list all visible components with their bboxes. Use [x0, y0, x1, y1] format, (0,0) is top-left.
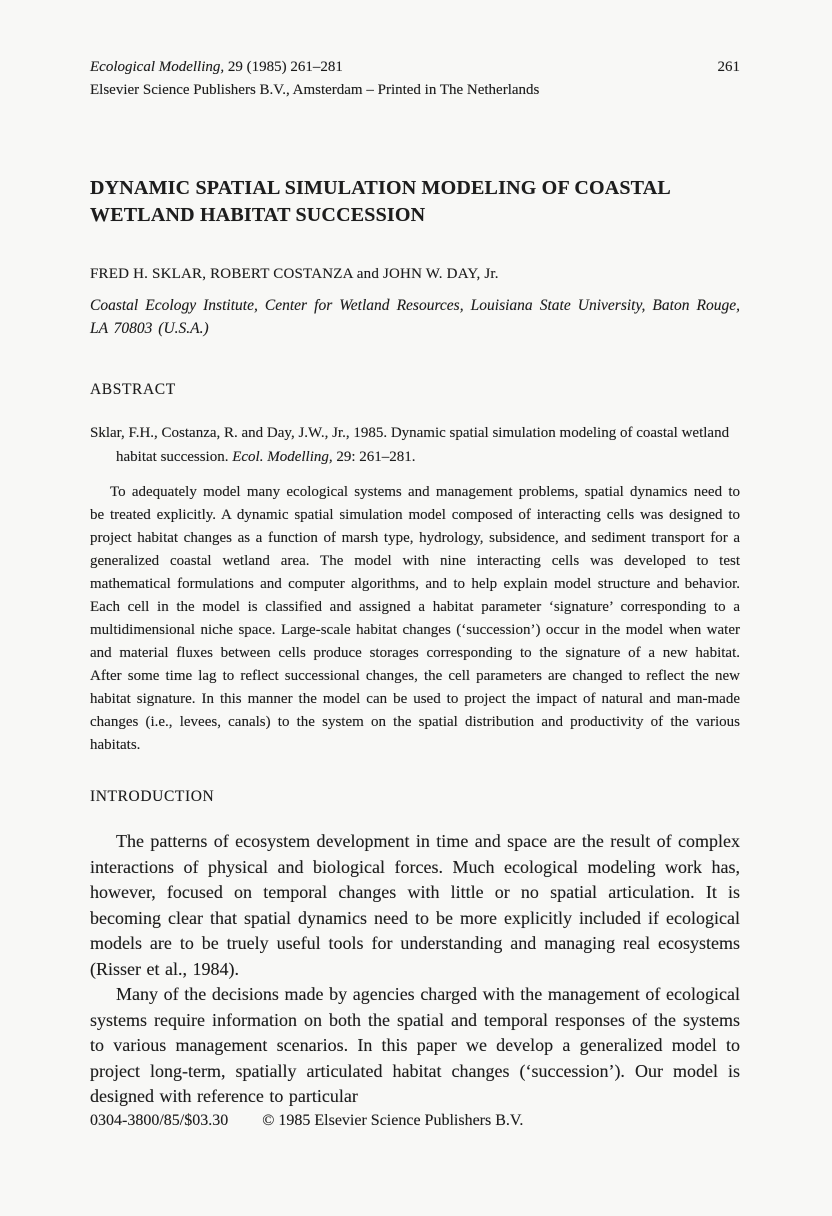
copyright-notice: © 1985 Elsevier Science Publishers B.V.: [262, 1112, 524, 1129]
introduction-heading: INTRODUCTION: [90, 788, 215, 805]
page-footer: [90, 1112, 523, 1130]
publisher-line: Elsevier Science Publishers B.V., Amsterdam – Printed in The Netherlands: [90, 82, 540, 98]
abstract-heading: ABSTRACT: [90, 381, 176, 398]
paper-title: [90, 175, 710, 229]
issn-price: 0304-3800/85/$03.30: [90, 1112, 229, 1129]
introduction-paragraph-2: Many of the decisions made by agencies charged with the management of ecological systems require information on both the spatial and temporal responses of the systems to various management scenarios. In this paper we develop a generalized model to project long-term, spatially articulated habitat changes (‘succession’). Our model is designed with reference to particular: [90, 984, 740, 1106]
affiliation-line: Coastal Ecology Institute, Center for Wetland Resources, Louisiana State University, Baton Rouge, LA 70803 (U.S.A.): [90, 297, 740, 337]
introduction-body: [90, 829, 740, 1110]
authors-line: FRED H. SKLAR, ROBERT COSTANZA and JOHN W. DAY, Jr.: [90, 266, 499, 282]
journal-header: [90, 56, 740, 102]
journal-citation-line: [90, 56, 740, 79]
page-number: 261: [717, 59, 740, 75]
introduction-paragraph-1: The patterns of ecosystem development in time and space are the result of complex interactions of physical and biological forces. Much ecological modeling work has, however, focused on temporal changes with little or no spatial articulation. It is becoming clear that spatial dynamics need to be more explicitly included if ecological models are to be truely useful tools for understanding and managing real ecosystems (Risser et al., 1984).: [90, 831, 740, 979]
citation-text-start: Sklar, F.H., Costanza, R. and Day, J.W., Jr., 1985. Dynamic spatial simulation modeling of coastal wetland habitat succession.: [90, 425, 730, 465]
abstract-citation: [90, 421, 766, 469]
paper-title-line2: WETLAND HABITAT SUCCESSION: [90, 204, 426, 226]
journal-name: Ecological Modelling,: [90, 59, 225, 75]
citation-journal-name: Ecol. Modelling,: [232, 449, 333, 465]
journal-issue-info: 29 (1985) 261–281: [224, 59, 343, 75]
abstract-body: To adequately model many ecological systems and management problems, spatial dynamics need to be treated explicitly. A dynamic spatial simulation model composed of interacting cells was designed to project habitat changes as a function of marsh type, hydrology, subsidence, and sediment transport for a generalized coastal wetland area. The model with nine interacting cells was developed to test mathematical formulations and computer algorithms, and to help explain model structure and behavior. Each cell in the model is classified and assigned a habitat parameter ‘signature’ corresponding to a multidimensional niche space. Large-scale habitat changes (‘succession’) occur in the model when water and material fluxes between cells produce storages corresponding to the signature of a new habitat. After some time lag to reflect successional changes, the cell parameters are changed to reflect the new habitat signature. In this manner the model can be used to project the impact of natural and man-made changes (i.e., levees, canals) to the system on the spatial distribution and productivity of the various habitats.: [90, 484, 740, 753]
citation-text-end: 29: 261–281.: [332, 449, 416, 465]
paper-title-line1: DYNAMIC SPATIAL SIMULATION MODELING OF COASTAL: [90, 177, 671, 199]
